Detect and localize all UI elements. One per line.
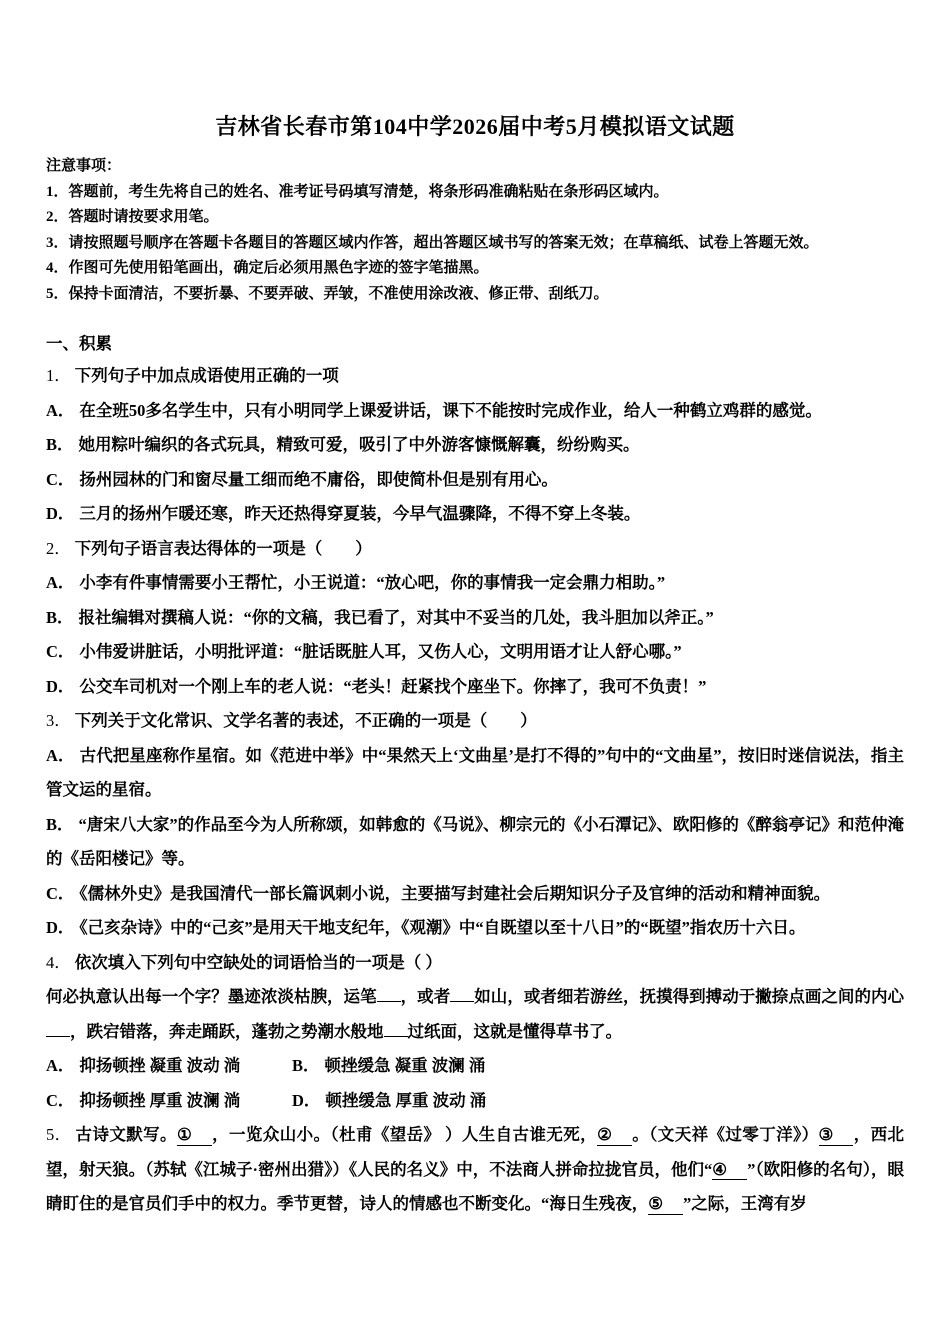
notice-item: 4．作图可先使用铅笔画出，确定后必须用黑色字迹的签字笔描黑。 <box>46 260 489 276</box>
blank-underline <box>384 1022 408 1037</box>
question-1 <box>46 359 904 532</box>
notice-item: 2．答题时请按要求用笔。 <box>46 209 219 225</box>
option-C: C． 扬州园林的门和窗尽量工细而绝不庸俗，即使简朴但是别有用心。 <box>46 469 558 489</box>
option-D: D． 《己亥杂诗》中的“己亥”是用天干地支纪年，《观潮》中“自既望以至十八日”的“既望”指农历十六日。 <box>46 918 806 937</box>
question-passage: 何必执意认出每一个字？墨迹浓淡枯腴，运笔 ，或者 如山，或者细若游丝，抚摸得到搏动于撇捺点画之间的内心，跌宕错落，奔走踊跃，蓬勃之势潮水般地 过纸面，这就是懂得草书了。 <box>46 987 905 1041</box>
question-passage: 5． 古诗文默写。① ，一览众山小。（杜甫《望岳》 ）人生自古谁无死，② 。（文天祥《过零丁洋》）③ ，西北望，射天狼。（苏轼《江城子·密州出猎》）《人民的名义》中，不法商人拼命拉拢官员，他们“④ ”（欧阳修的名句），眼睛盯住的是官员们手中的权力。季节更替，诗人的情感也不断变化。“海日生残夜，⑤ ”之际，王湾有岁 <box>46 1125 905 1213</box>
emphasized-idiom: 乍暖还寒 <box>161 504 228 523</box>
question-number: 4． <box>46 952 71 972</box>
section-heading: 一、积累 <box>46 334 112 353</box>
emphasized-idiom: 鹤立鸡群 <box>689 400 756 420</box>
option-A: A． 在全班50多名学生中，只有小明同学上课爱讲话，课下不能按时完成作业，给人一种鹤立鸡群的感觉。 <box>46 400 822 420</box>
option-A: A． 抑扬顿挫 凝重 波动 淌 <box>46 1056 241 1075</box>
question-stem: 3． 下列关于文化常识、文学名著的表述，不正确的一项是（ ） <box>46 711 537 730</box>
option-B: B． 报社编辑对撰稿人说：“你的文稿，我已看了，对其中不妥当的几处，我斗胆加以斧正。” <box>46 607 714 627</box>
question-number: 1． <box>46 366 71 385</box>
option-C: C． 《儒林外史》是我国清代一部长篇讽刺小说，主要描写封建社会后期知识分子及官绅的活动和精神面貌。 <box>46 883 831 903</box>
question-stem: 2． 下列句子语言表达得体的一项是（ ） <box>46 538 372 558</box>
questions-container <box>46 359 904 1222</box>
option-A: A． 古代把星座称作星宿。如《范进中举》中“果然天上‘文曲星’是打不得的”句中的“文曲星”，按旧时迷信说法，指主管文运的星宿。 <box>46 745 904 799</box>
question-stem: 1． 下列句子中加点成语使用正确的一项 <box>46 366 339 385</box>
option-row <box>46 1084 904 1119</box>
emphasized-idiom: 慷慨解囊 <box>474 435 541 454</box>
page-title: 吉林省长春市第104中学2026届中考5月模拟语文试题 <box>215 114 735 139</box>
blank-underline <box>377 987 401 1002</box>
question-2 <box>46 532 904 705</box>
circled-blank: ② <box>597 1126 632 1146</box>
option-A: A． 小李有件事情需要小王帮忙，小王说道：“放心吧，你的事情我一定会鼎力相助。” <box>46 573 666 592</box>
blank-underline <box>46 1022 70 1037</box>
option-B: B． “唐宋八大家”的作品至今为人所称颂，如韩愈的《马说》、柳宗元的《小石潭记》、欧阳修的《醉翁亭记》和范仲淹的《岳阳楼记》等。 <box>46 814 904 868</box>
exam-body <box>46 329 904 1222</box>
blank-underline <box>450 987 474 1002</box>
circled-blank: ④ <box>712 1161 747 1181</box>
option-C: C． 抑扬顿挫 厚重 波澜 淌 <box>46 1090 241 1110</box>
notice-item: 5．保持卡面清洁，不要折暴、不要弄破、弄皱，不准使用涂改液、修正带、刮纸刀。 <box>46 285 609 302</box>
question-stem: 4． 依次填入下列句中空缺处的词语恰当的一项是（ ） <box>46 952 442 972</box>
notice-item: 1．答题前，考生先将自己的姓名、准考证号码填写清楚，将条形码准确粘贴在条形码区域内。 <box>46 183 669 200</box>
question-5 <box>46 1118 904 1222</box>
option-row <box>46 1049 904 1084</box>
circled-blank: ① <box>177 1126 212 1146</box>
question-4 <box>46 946 904 1119</box>
circled-blank: ③ <box>819 1126 854 1146</box>
notice-item: 3．请按照题号顺序在答题卡各题目的答题区域内作答，超出答题区域书写的答案无效；在草稿纸、试卷上答题无效。 <box>46 234 819 251</box>
question-number: 2． <box>46 538 71 558</box>
notice-block <box>46 154 904 307</box>
circled-blank: ⑤ <box>648 1195 683 1215</box>
question-3 <box>46 704 904 946</box>
notice-heading: 注意事项： <box>46 158 122 174</box>
option-D: D． 三月的扬州乍暖还寒，昨天还热得穿夏装，今早气温骤降，不得不穿上冬装。 <box>46 504 641 523</box>
option-D: D． 公交车司机对一个刚上车的老人说：“老头！赶紧找个座坐下。你摔了，我可不负责！” <box>46 676 707 696</box>
option-C: C． 小伟爱讲脏话，小明批评道：“脏话既脏人耳，又伤人心，文明用语才让人舒心哪。” <box>46 642 682 661</box>
option-B: B． 顿挫缓急 凝重 波澜 涌 <box>292 1056 486 1075</box>
option-B: B． 她用粽叶编织的各式玩具，精致可爱，吸引了中外游客慷慨解囊，纷纷购买。 <box>46 435 640 454</box>
emphasized-idiom: 别有用心 <box>475 469 542 489</box>
question-number: 3． <box>46 711 71 730</box>
option-D: D． 顿挫缓急 厚重 波动 涌 <box>292 1090 487 1110</box>
question-number: 5． <box>46 1125 72 1144</box>
